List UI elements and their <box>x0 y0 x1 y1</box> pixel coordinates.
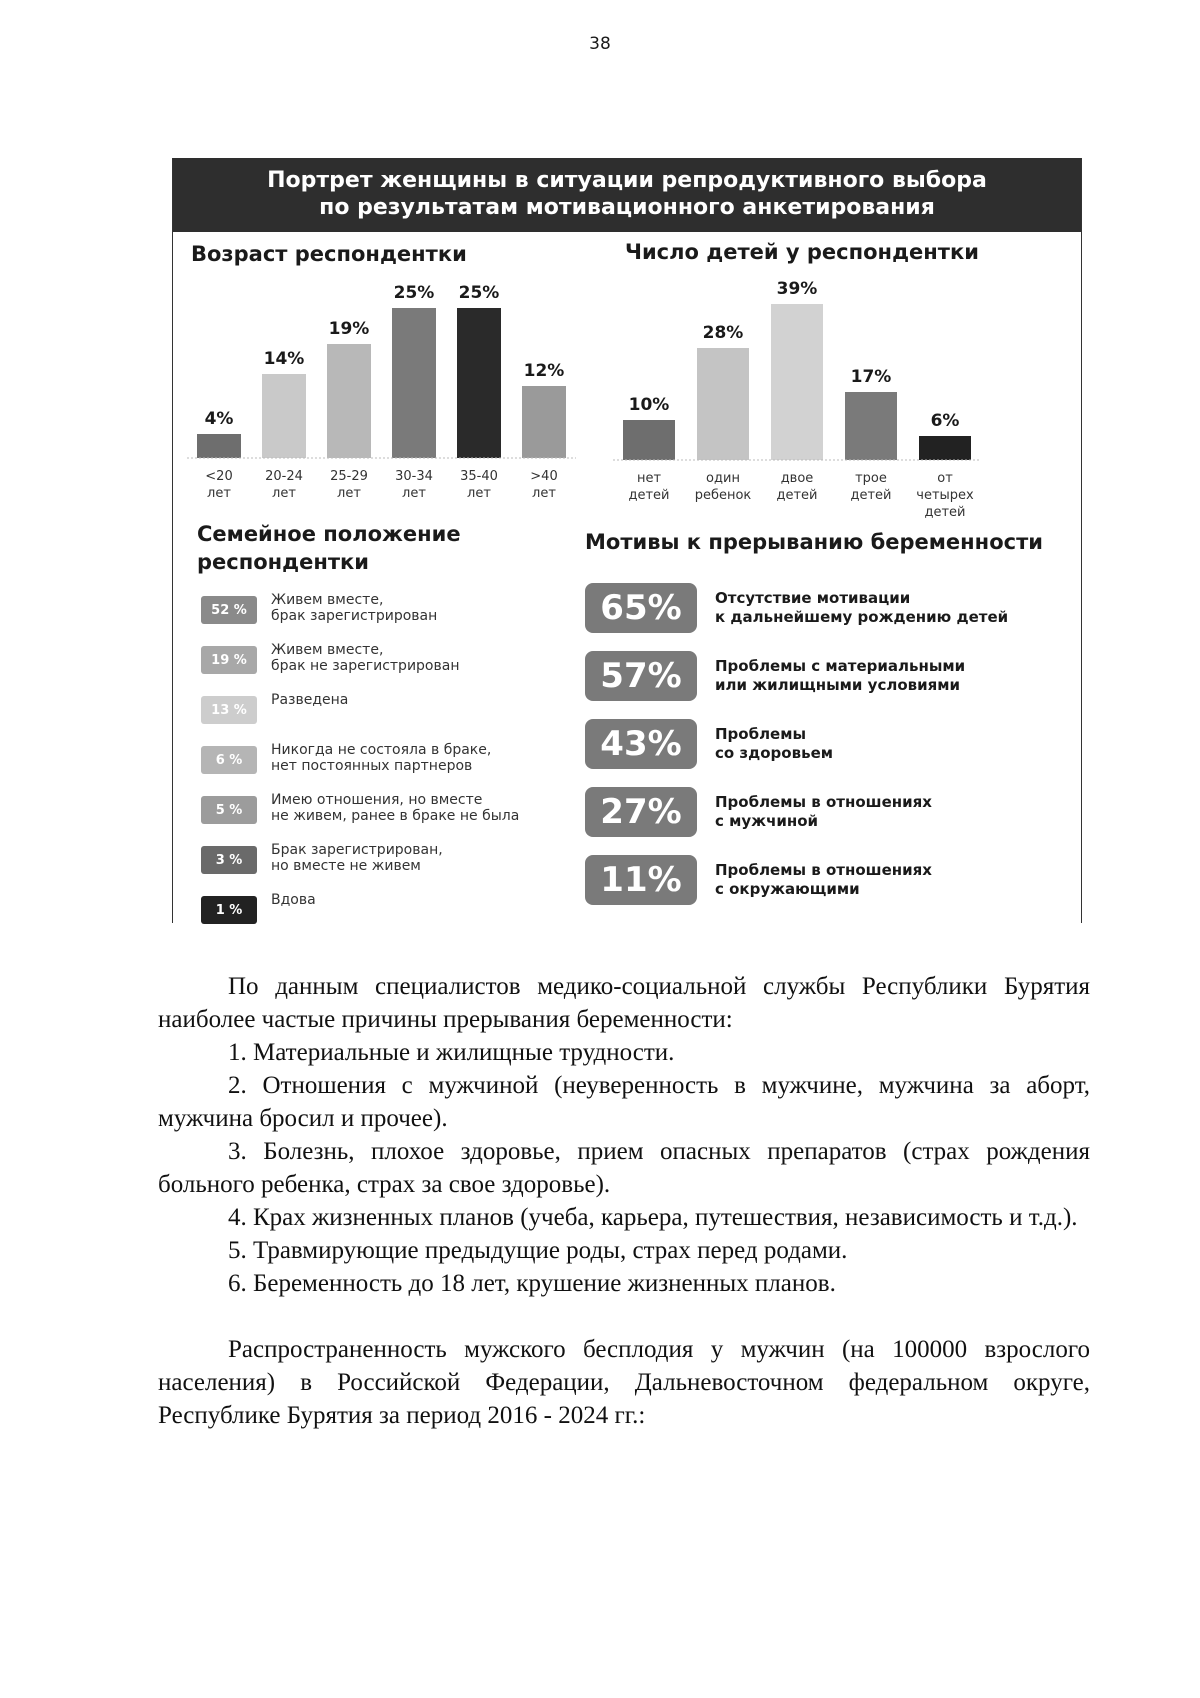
category-label: 20-24 лет <box>265 469 303 501</box>
category-label: 25-29 лет <box>330 469 368 501</box>
marital-item <box>201 742 571 792</box>
motives-list <box>585 574 1065 914</box>
bar <box>327 344 371 458</box>
list-item-4: 4. Крах жизненных планов (учеба, карьера, путешествия, независимость и т.д.). <box>228 1204 1078 1231</box>
infographic-banner <box>173 158 1081 232</box>
marital-badge: 52 % <box>201 596 257 624</box>
list-item-3: 3. Болезнь, плохое здоровье, прием опасных препаратов (страх рождения больного ребенка, страх за свое здоровье). <box>158 1138 1090 1198</box>
list-item-5: 5. Травмирующие предыдущие роды, страх перед родами. <box>228 1237 848 1264</box>
bar-value-label: 6% <box>930 411 960 431</box>
infographic <box>172 158 1082 923</box>
marital-status-list <box>201 592 571 942</box>
motive-item <box>585 778 1065 846</box>
marital-item <box>201 592 571 642</box>
bar <box>919 436 971 460</box>
motive-label: Проблемы со здоровьем <box>715 725 834 762</box>
category-label: от четырех детей <box>916 471 974 520</box>
marital-label: Живем вместе, брак зарегистрирован <box>271 592 438 624</box>
bar-value-label: 17% <box>850 367 892 387</box>
marital-label: Разведена <box>271 692 349 708</box>
marital-label: Вдова <box>271 892 316 908</box>
motive-percent-badge: 65% <box>585 583 697 633</box>
body-text <box>158 970 1090 1432</box>
marital-badge: 3 % <box>201 846 257 874</box>
motive-label: Проблемы с материальными или жилищными условиями <box>715 657 966 694</box>
motive-label: Отсутствие мотивации к дальнейшему рождению детей <box>715 589 1009 626</box>
bar <box>771 304 823 460</box>
category-label: нет детей <box>628 471 670 503</box>
marital-item <box>201 642 571 692</box>
bar <box>697 348 749 460</box>
bar-value-label: 4% <box>204 409 234 429</box>
bar-value-label: 10% <box>628 395 670 415</box>
motive-percent-badge: 11% <box>585 855 697 905</box>
category-label: один ребенок <box>694 471 752 503</box>
category-label: трое детей <box>850 471 892 503</box>
children-bar-chart <box>611 270 974 520</box>
bar-value-label: 39% <box>776 279 818 299</box>
motive-item <box>585 642 1065 710</box>
list-item-6: 6. Беременность до 18 лет, крушение жизненных планов. <box>228 1270 836 1297</box>
marital-badge: 6 % <box>201 746 257 774</box>
motive-item <box>585 710 1065 778</box>
motives-section-title: Мотивы к прерыванию беременности <box>585 530 1043 554</box>
category-label: 30-34 лет <box>395 469 433 501</box>
category-label: двое детей <box>776 471 818 503</box>
bar <box>392 308 436 458</box>
bar-value-label: 14% <box>263 349 305 369</box>
marital-badge: 5 % <box>201 796 257 824</box>
motive-item <box>585 846 1065 914</box>
age-section-title: Возраст респондентки <box>191 242 467 266</box>
motive-label: Проблемы в отношениях с мужчиной <box>715 793 932 830</box>
bar-value-label: 12% <box>523 361 565 381</box>
marital-item <box>201 892 571 942</box>
marital-label: Живем вместе, брак не зарегистрирован <box>271 642 460 674</box>
motive-percent-badge: 57% <box>585 651 697 701</box>
marital-label: Имею отношения, но вместе не живем, ранее в браке не была <box>271 792 520 824</box>
bar-value-label: 28% <box>702 323 744 343</box>
infographic-title-line1: Портрет женщины в ситуации репродуктивного выбора <box>267 168 987 193</box>
bar-value-label: 25% <box>393 283 435 303</box>
marital-badge: 13 % <box>201 696 257 724</box>
bar-value-label: 25% <box>458 283 500 303</box>
list-item-1: 1. Материальные и жилищные трудности. <box>228 1039 675 1066</box>
marital-badge: 19 % <box>201 646 257 674</box>
page-number: 38 <box>589 34 611 54</box>
bar <box>457 308 501 458</box>
category-label: >40 лет <box>530 469 558 501</box>
bar-value-label: 19% <box>328 319 370 339</box>
list-item-2: 2. Отношения с мужчиной (неуверенность в мужчине, мужчина за аборт, мужчина бросил и прочее). <box>158 1072 1090 1132</box>
bar <box>262 374 306 458</box>
motive-label: Проблемы в отношениях с окружающими <box>715 861 932 898</box>
motive-percent-badge: 43% <box>585 719 697 769</box>
bar <box>522 386 566 458</box>
motive-item <box>585 574 1065 642</box>
marital-section-title <box>197 520 461 576</box>
marital-section-title-line1: Семейное положение <box>197 522 461 546</box>
marital-badge: 1 % <box>201 896 257 924</box>
bar <box>845 392 897 460</box>
motive-percent-badge: 27% <box>585 787 697 837</box>
age-bar-chart <box>183 270 583 500</box>
children-section-title: Число детей у респондентки <box>625 240 979 264</box>
category-label: <20 лет <box>205 469 233 501</box>
infographic-title-line2: по результатам мотивационного анкетирования <box>319 195 935 220</box>
marital-label: Брак зарегистрирован, но вместе не живем <box>271 842 443 874</box>
marital-item <box>201 792 571 842</box>
paragraph-intro: По данным специалистов медико-социальной службы Республики Бурятия наиболее частые причины прерывания беременности: <box>158 973 1090 1033</box>
bar <box>197 434 241 458</box>
paragraph-infertility: Распространенность мужского бесплодия у мужчин (на 100000 взрослого населения) в Российской Федерации, Дальневосточном федеральном округе, Республике Бурятия за период 2016 - 2024 гг.: <box>158 1336 1090 1429</box>
marital-section-title-line2: респондентки <box>197 550 370 574</box>
marital-label: Никогда не состояла в браке, нет постоянных партнеров <box>271 742 492 774</box>
bar <box>623 420 675 460</box>
marital-item <box>201 692 571 742</box>
category-label: 35-40 лет <box>460 469 498 501</box>
marital-item <box>201 842 571 892</box>
